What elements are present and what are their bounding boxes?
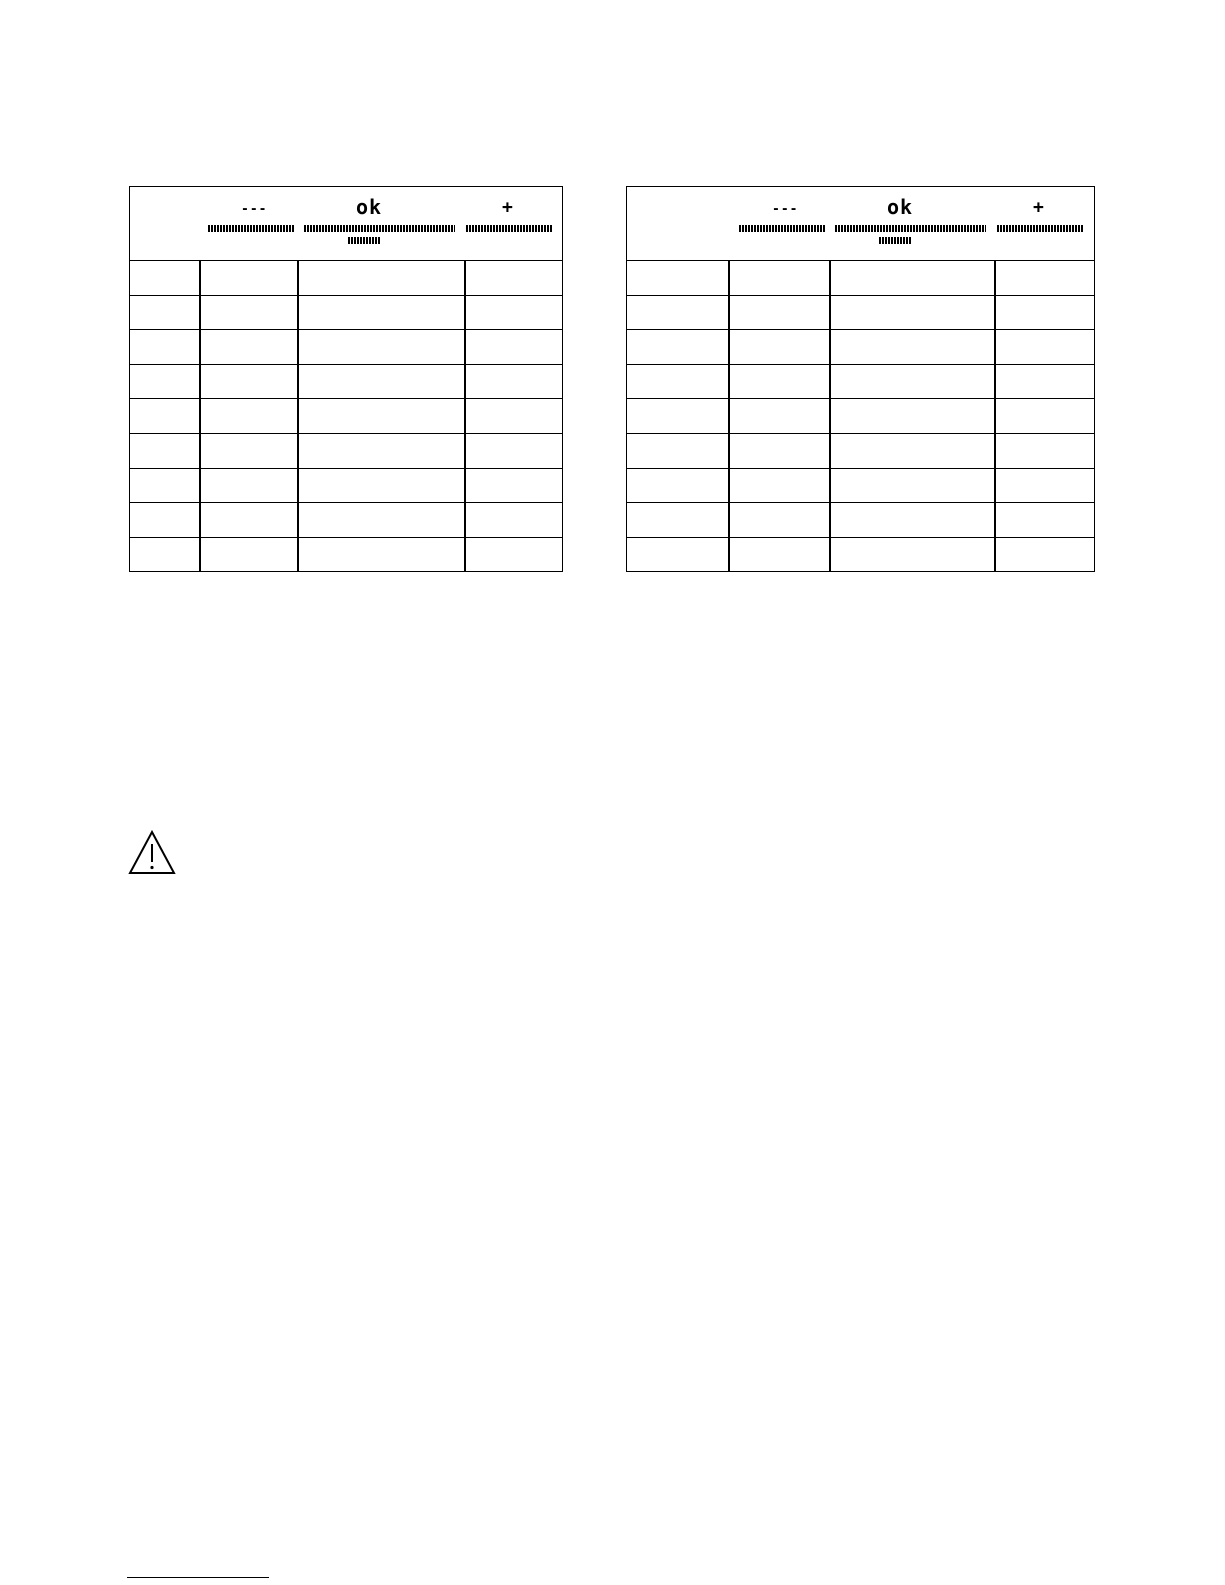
minus-symbol: --- xyxy=(241,202,268,217)
table-cell xyxy=(829,503,994,537)
table-row xyxy=(130,469,562,504)
table-cell xyxy=(464,330,564,364)
table-cell xyxy=(297,434,464,468)
column-divider xyxy=(829,261,831,571)
table-cell xyxy=(199,261,297,295)
table-cell xyxy=(199,434,297,468)
table-header xyxy=(627,187,1094,261)
table-row xyxy=(627,469,1094,504)
table-row xyxy=(627,538,1094,573)
table-row xyxy=(130,399,562,434)
ok-symbol: ok xyxy=(356,195,383,219)
table-cell xyxy=(297,261,464,295)
table-cell xyxy=(829,330,994,364)
table-cell xyxy=(728,434,829,468)
table-cell xyxy=(464,296,564,330)
table-cell xyxy=(464,399,564,433)
table-row xyxy=(130,434,562,469)
table-cell xyxy=(130,469,199,503)
table-cell xyxy=(464,365,564,399)
ok-label-dots xyxy=(304,225,455,232)
table-row xyxy=(130,330,562,365)
table-cell xyxy=(130,330,199,364)
table-cell xyxy=(464,434,564,468)
table-cell xyxy=(728,365,829,399)
table-cell xyxy=(297,296,464,330)
footnote-separator xyxy=(127,1577,269,1578)
ok-symbol: ok xyxy=(887,195,914,219)
table-row xyxy=(627,330,1094,365)
table-cell xyxy=(994,503,1096,537)
table-cell xyxy=(627,330,728,364)
table-cell xyxy=(627,469,728,503)
minus-symbol: --- xyxy=(772,202,799,217)
table-row xyxy=(627,434,1094,469)
table-cell xyxy=(994,434,1096,468)
table-cell xyxy=(130,365,199,399)
column-divider xyxy=(994,261,996,571)
table-cell xyxy=(829,399,994,433)
table-cell xyxy=(297,538,464,573)
table-cell xyxy=(297,399,464,433)
table-cell xyxy=(829,538,994,573)
table-cell xyxy=(130,434,199,468)
table-cell xyxy=(728,503,829,537)
table-cell xyxy=(130,399,199,433)
table-cell xyxy=(728,261,829,295)
ok-label-dots xyxy=(835,225,986,232)
table-cell xyxy=(728,296,829,330)
plus-symbol: + xyxy=(502,197,514,218)
table-cell xyxy=(199,330,297,364)
settings-table-right xyxy=(626,186,1095,572)
table-row xyxy=(130,296,562,331)
table-row xyxy=(130,503,562,538)
minus-label-dots xyxy=(208,225,294,232)
table-cell xyxy=(627,399,728,433)
table-cell xyxy=(829,434,994,468)
table-cell xyxy=(829,261,994,295)
table-cell xyxy=(994,538,1096,573)
table-cell xyxy=(829,296,994,330)
settings-table-left xyxy=(129,186,563,572)
table-cell xyxy=(627,296,728,330)
table-cell xyxy=(627,538,728,573)
table-cell xyxy=(728,469,829,503)
table-cell xyxy=(199,365,297,399)
table-cell xyxy=(728,330,829,364)
column-divider xyxy=(728,261,730,571)
column-divider xyxy=(464,261,466,571)
table-cell xyxy=(464,261,564,295)
ok-label-dots-2 xyxy=(348,237,380,244)
table-cell xyxy=(130,261,199,295)
table-row xyxy=(627,261,1094,296)
table-cell xyxy=(199,538,297,573)
table-cell xyxy=(297,503,464,537)
table-cell xyxy=(829,365,994,399)
table-cell xyxy=(130,503,199,537)
table-cell xyxy=(994,261,1096,295)
table-header xyxy=(130,187,562,261)
table-row xyxy=(130,261,562,296)
table-cell xyxy=(297,469,464,503)
table-row xyxy=(130,538,562,573)
table-row xyxy=(130,365,562,400)
table-cell xyxy=(627,365,728,399)
table-cell xyxy=(199,296,297,330)
table-row xyxy=(627,296,1094,331)
table-row xyxy=(627,503,1094,538)
table-cell xyxy=(297,365,464,399)
table-cell xyxy=(199,399,297,433)
table-cell xyxy=(728,538,829,573)
table-cell xyxy=(199,503,297,537)
warning-triangle-icon xyxy=(128,830,176,875)
minus-label-dots xyxy=(739,225,825,232)
table-cell xyxy=(829,469,994,503)
table-cell xyxy=(464,469,564,503)
table-cell xyxy=(627,434,728,468)
table-cell xyxy=(627,503,728,537)
plus-label-dots xyxy=(997,225,1083,232)
table-cell xyxy=(130,296,199,330)
table-cell xyxy=(464,538,564,573)
ok-label-dots-2 xyxy=(879,237,911,244)
table-cell xyxy=(994,296,1096,330)
plus-label-dots xyxy=(466,225,552,232)
table-cell xyxy=(994,365,1096,399)
table-cell xyxy=(728,399,829,433)
column-divider xyxy=(297,261,299,571)
table-cell xyxy=(199,469,297,503)
table-row xyxy=(627,399,1094,434)
table-cell xyxy=(130,538,199,573)
table-cell xyxy=(297,330,464,364)
table-cell xyxy=(994,399,1096,433)
table-row xyxy=(627,365,1094,400)
table-cell xyxy=(627,261,728,295)
table-cell xyxy=(994,330,1096,364)
table-cell xyxy=(994,469,1096,503)
table-cell xyxy=(464,503,564,537)
plus-symbol: + xyxy=(1033,197,1045,218)
column-divider xyxy=(199,261,201,571)
